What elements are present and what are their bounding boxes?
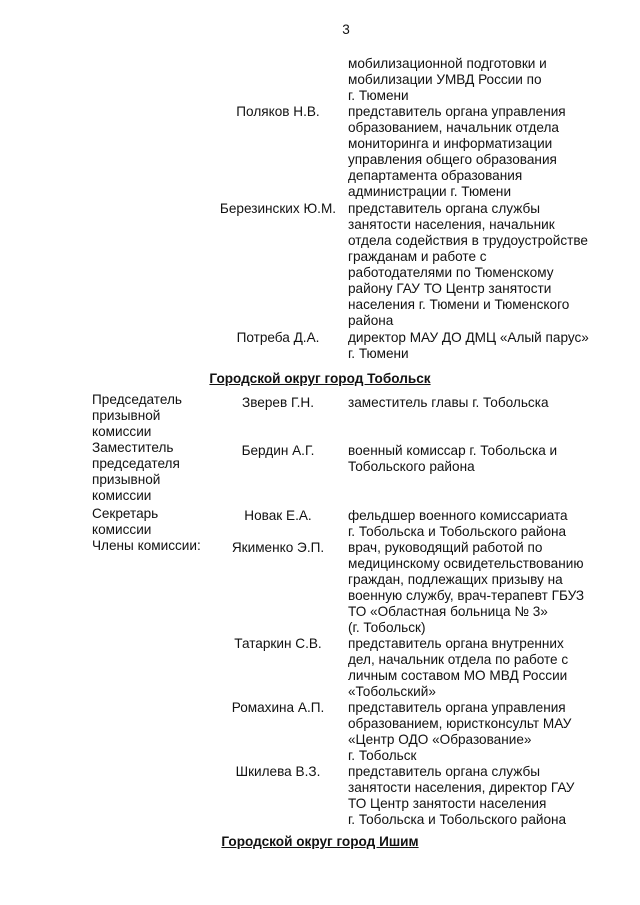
member-name: Березинских Ю.М. [219, 201, 337, 216]
continuation-text [348, 56, 547, 104]
description-line: представитель органа службы [348, 201, 540, 216]
description-line: г. Тобольск [348, 748, 417, 763]
member-name: Потреба Д.А. [236, 330, 320, 345]
description-line: занятости населения, директор ГАУ [348, 780, 575, 795]
member-description [348, 330, 589, 362]
description-line: населения г. Тюмени и Тюменского [348, 297, 570, 312]
description-line: «Центр ОДО «Образование» [348, 732, 532, 747]
description-line: Тобольского района [348, 459, 475, 474]
description-line: занятости населения, начальник [348, 217, 555, 232]
description-line: г. Тобольска и Тобольского района [348, 524, 567, 539]
member-name: Зверев Г.Н. [241, 395, 315, 410]
description-line: администрации г. Тюмени [348, 184, 512, 199]
role-deputy [92, 440, 180, 504]
description-line: дел, начальник отдела по работе с [348, 652, 569, 667]
member-name: Якименко Э.П. [231, 540, 325, 555]
description-line: медицинскому освидетельствованию [348, 556, 584, 571]
continuation-line: мобилизации УМВД России по [348, 72, 542, 87]
role-members [92, 538, 201, 554]
member-name: Ромахина А.П. [231, 700, 325, 715]
description-line: личным составом МО МВД России [348, 668, 568, 683]
description-line: работодателями по Тюменскому [348, 265, 554, 280]
continuation-line: мобилизационной подготовки и [348, 56, 547, 71]
description-line: г. Тюмени [348, 346, 409, 361]
member-description [348, 443, 557, 475]
description-line: (г. Тобольск) [348, 620, 426, 635]
role-secretary [92, 506, 158, 538]
description-line: района [348, 313, 394, 328]
role-line: комиссии [92, 522, 152, 537]
member-description [348, 395, 549, 411]
description-line: заместитель главы г. Тобольска [348, 395, 549, 410]
role-line: комиссии [92, 424, 152, 439]
description-line: военный комиссар г. Тобольска и [348, 443, 558, 458]
description-line: военную службу, врач-терапевт ГБУЗ [348, 588, 585, 603]
continuation-line: г. Тюмени [348, 88, 409, 103]
description-line: ТО «Областная больница № 3» [348, 604, 548, 619]
description-line: образованием, начальник отдела [348, 120, 559, 135]
description-line: отдела содействия в трудоустройстве [348, 233, 588, 248]
description-line: представитель органа управления [348, 104, 566, 119]
member-name: Бердин А.Г. [241, 443, 315, 458]
member-description [348, 700, 571, 764]
role-chairman [92, 392, 182, 440]
member-name: Поляков Н.В. [236, 104, 320, 119]
description-line: фельдшер военного комиссариата [348, 508, 568, 523]
description-line: району ГАУ ТО Центр занятости [348, 281, 552, 296]
description-line: ТО Центр занятости населения [348, 796, 547, 811]
description-line: граждан, подлежащих призыву на [348, 572, 563, 587]
member-description [348, 508, 568, 540]
member-description [348, 201, 588, 329]
role-line: председателя [92, 456, 180, 471]
description-line: департамента образования [348, 168, 523, 183]
description-line: мониторинга и информатизации [348, 136, 553, 151]
role-line: Секретарь [92, 506, 159, 521]
member-description [348, 764, 574, 828]
role-line: комиссии [92, 488, 152, 503]
member-name: Новак Е.А. [244, 508, 312, 523]
member-name: Татаркин С.В. [234, 636, 322, 651]
section-heading-tobolsk: Городской округ город Тобольск [209, 371, 431, 386]
description-line: представитель органа внутренних [348, 636, 564, 651]
role-line: призывной [92, 408, 161, 423]
section-heading-ishim: Городской округ город Ишим [221, 834, 419, 849]
member-description [348, 636, 568, 700]
member-description [348, 104, 566, 200]
page-number: 3 [342, 22, 350, 37]
description-line: врач, руководящий работой по [348, 540, 543, 555]
role-line: призывной [92, 472, 161, 487]
description-line: представитель органа управления [348, 700, 566, 715]
description-line: «Тобольский» [348, 684, 436, 699]
description-line: г. Тобольска и Тобольского района [348, 812, 567, 827]
description-line: образованием, юристконсульт МАУ [348, 716, 572, 731]
role-line: Председатель [92, 392, 182, 407]
member-description [348, 540, 584, 636]
member-name: Шкилева В.З. [235, 764, 321, 779]
description-line: представитель органа службы [348, 764, 540, 779]
description-line: управления общего образования [348, 152, 557, 167]
role-line: Заместитель [92, 440, 174, 455]
role-line: Члены комиссии: [92, 538, 201, 553]
description-line: гражданам и работе с [348, 249, 487, 264]
description-line: директор МАУ ДО ДМЦ «Алый парус» [348, 330, 589, 345]
